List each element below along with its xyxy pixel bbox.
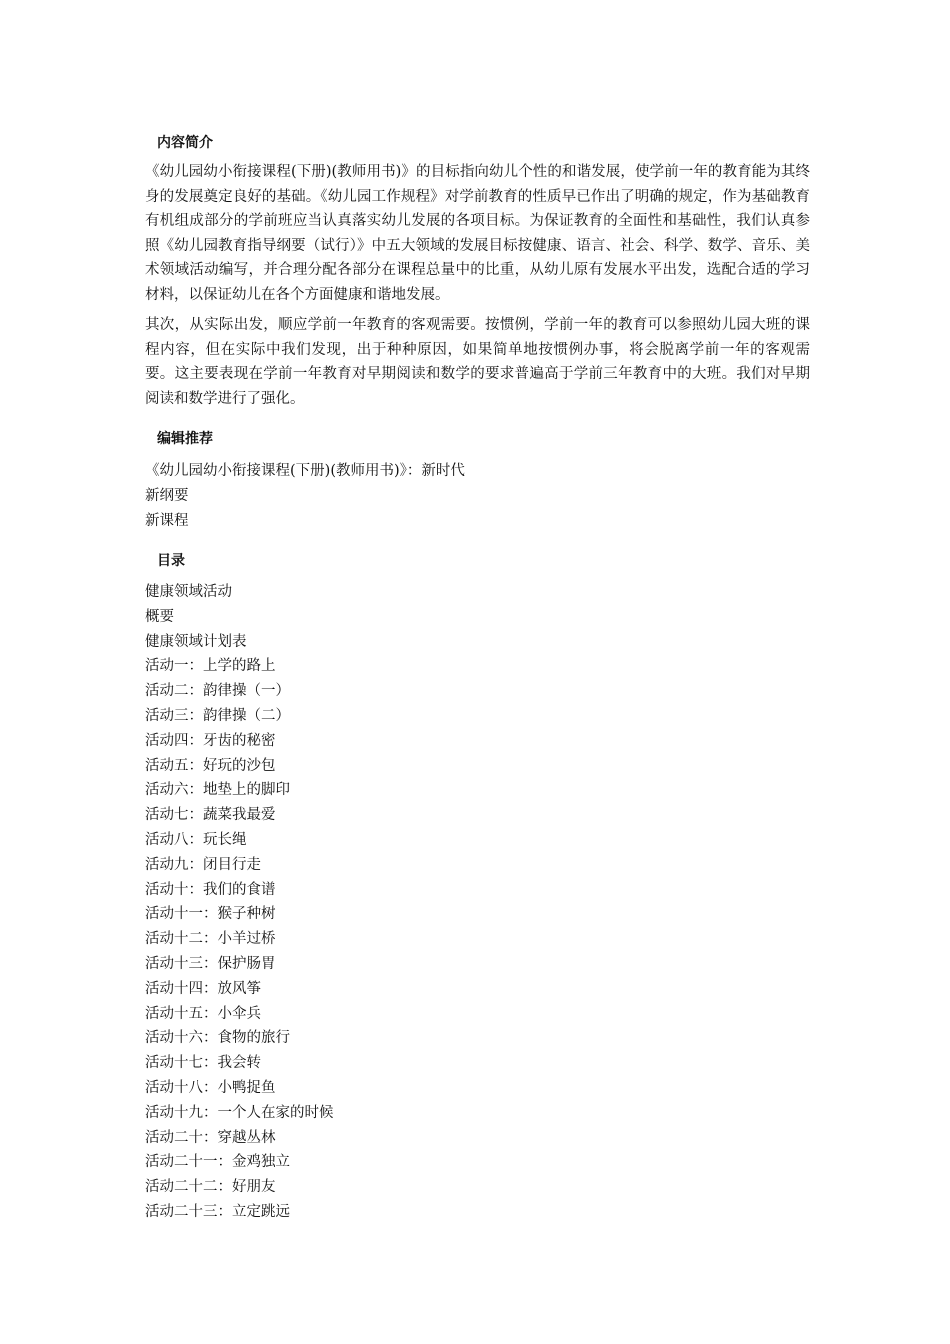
- recommend-list: [145, 459, 465, 533]
- toc-item: 活动十六：食物的旅行: [145, 1030, 290, 1047]
- toc-item: 活动十：我们的食谱: [145, 881, 276, 898]
- toc-item: 活动二十二：好朋友: [145, 1179, 276, 1196]
- toc-item: 活动七：蔬菜我最爱: [145, 807, 276, 824]
- toc-item: 活动九：闭目行走: [145, 856, 261, 873]
- toc-item: 活动二十一：金鸡独立: [145, 1154, 290, 1171]
- recommend-line: 新纲要: [145, 487, 189, 504]
- recommend-heading: 编辑推荐: [157, 431, 213, 447]
- toc-item: 活动十九：一个人在家的时候: [145, 1104, 334, 1121]
- recommend-line: 新课程: [145, 512, 189, 529]
- toc-item: 活动二：韵律操（一）: [145, 683, 290, 700]
- toc-item: 活动三：韵律操（二）: [145, 707, 290, 724]
- toc-item: 健康领域活动: [145, 584, 232, 600]
- intro-heading: 内容简介: [157, 135, 213, 151]
- toc-item: 活动五：好玩的沙包: [145, 757, 276, 774]
- intro-paragraph-1: 《幼儿园幼小衔接课程(下册)(教师用书)》的目标指向幼儿个性的和谐发展，使学前一年的教育能为其终身的发展奠定良好的基础。《幼儿园工作规程》对学前教育的性质早已作出了明确的规定，作为基础教育有机组成部分的学前班应当认真落实幼儿发展的各项目标。为保证教育的全面性和基础性，我们认真参照《幼儿园教育指导纲要（试行）》中五大领域的发展目标按健康、语言、社会、科学、数学、音乐、美术领域活动编写，并合理分配各部分在课程总量中的比重，从幼儿原有发展水平出发，选配合适的学习材料，以保证幼儿在各个方面健康和谐地发展。: [145, 164, 810, 303]
- toc-item: 活动二十三：立定跳远: [145, 1203, 290, 1220]
- toc-item: 活动十二：小羊过桥: [145, 931, 276, 948]
- toc-list: [145, 580, 334, 1225]
- toc-item: 活动十三：保护肠胃: [145, 955, 276, 972]
- toc-item: 活动八：玩长绳: [145, 831, 247, 848]
- toc-item: 活动一：上学的路上: [145, 658, 276, 675]
- recommend-line: 《幼儿园幼小衔接课程(下册)(教师用书)》：新时代: [145, 463, 465, 479]
- toc-item: 活动十一：猴子种树: [145, 906, 276, 923]
- toc-item: 活动十七：我会转: [145, 1055, 261, 1072]
- toc-item: 活动二十：穿越丛林: [145, 1129, 276, 1146]
- toc-heading: 目录: [157, 553, 185, 569]
- toc-item: 活动四：牙齿的秘密: [145, 732, 276, 749]
- toc-item: 活动十四：放风筝: [145, 980, 261, 997]
- toc-item: 概要: [145, 608, 174, 625]
- toc-item: 健康领域计划表: [145, 633, 247, 650]
- intro-paragraph-2: 其次，从实际出发，顺应学前一年教育的客观需要。按惯例，学前一年的教育可以参照幼儿园大班的课程内容，但在实际中我们发现，出于种种原因，如果简单地按惯例办事，将会脱离学前一年的客观需要。这主要表现在学前一年教育对早期阅读和数学的要求普遍高于学前三年教育中的大班。我们对早期阅读和数学进行了强化。: [145, 317, 810, 407]
- toc-item: 活动六：地垫上的脚印: [145, 782, 290, 799]
- toc-item: 活动十八：小鸭捉鱼: [145, 1079, 276, 1096]
- toc-item: 活动十五：小伞兵: [145, 1005, 261, 1022]
